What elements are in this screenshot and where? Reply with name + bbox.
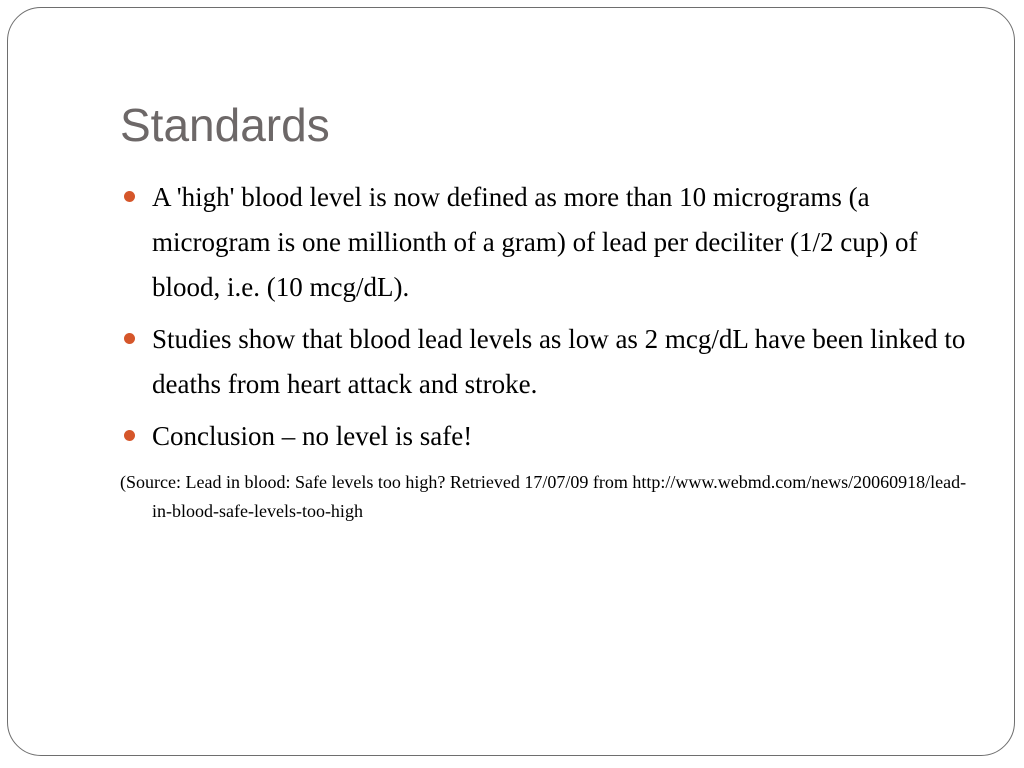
slide-frame (7, 7, 1015, 756)
bullet-text: A 'high' blood level is now defined as more than 10 micrograms (a microgram is one millionth of a gram) of lead per deciliter (1/2 cup) of blood, i.e. (10 mcg/dL). (152, 182, 918, 302)
bullet-item (120, 175, 980, 310)
bullet-list (120, 175, 980, 466)
bullet-dot-icon (124, 430, 135, 441)
bullet-item (120, 317, 980, 407)
source-citation: (Source: Lead in blood: Safe levels too high? Retrieved 17/07/09 from http://www.webmd.com/news/20060918/lead-in-blood-safe-levels-too-high (120, 472, 967, 521)
slide-title: Standards (120, 99, 330, 151)
bullet-text: Conclusion – no level is safe! (152, 421, 473, 451)
bullet-text: Studies show that blood lead levels as low as 2 mcg/dL have been linked to deaths from heart attack and stroke. (152, 324, 966, 399)
bullet-dot-icon (124, 191, 135, 202)
bullet-dot-icon (124, 333, 135, 344)
bullet-item (120, 414, 980, 459)
